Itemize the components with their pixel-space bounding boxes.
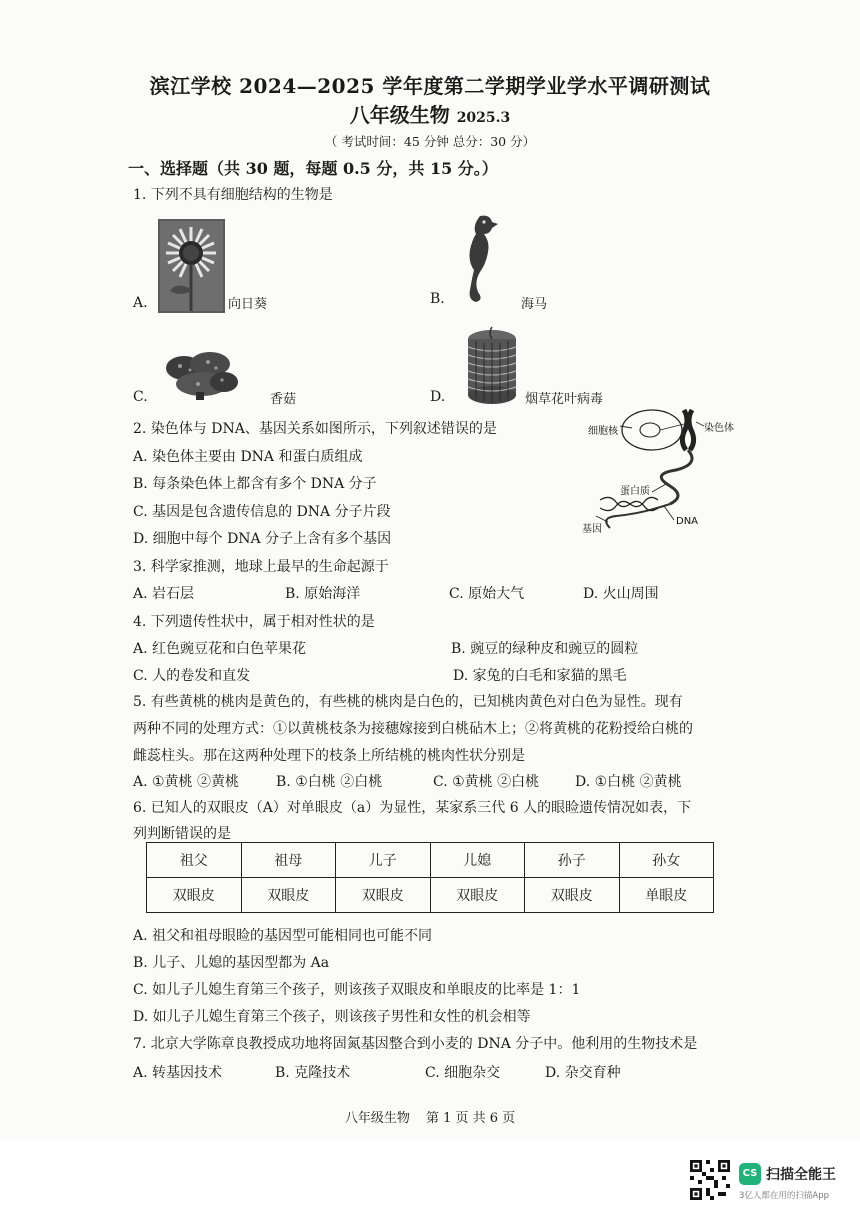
q5-option-b: B. ①白桃 ②白桃 (276, 774, 383, 790)
question-6-line-1: 6. 已知人的双眼皮（A）对单眼皮（a）为显性，某家系三代 6 人的眼睑遗传情况如表，下 (133, 800, 692, 816)
question-4-stem: 4. 下列遗传性状中，属于相对性状的是 (133, 614, 375, 630)
q6-option-c: C. 如儿子儿媳生育第三个孩子，则该孩子双眼皮和单眼皮的比率是 1：1 (133, 982, 581, 998)
question-5-line-2: 两种不同的处理方式：①以黄桃枝条为接穗嫁接到白桃砧木上；②将黄桃的花粉授给白桃的 (133, 721, 693, 737)
table-cell: 双眼皮 (336, 878, 431, 913)
q2-option-c: C. 基因是包含遗传信息的 DNA 分子片段 (133, 504, 391, 520)
tobacco-mosaic-virus-image (462, 325, 522, 405)
question-1-stem: 1. 下列不具有细胞结构的生物是 (133, 187, 333, 203)
camscanner-logo-icon: CS (739, 1163, 761, 1185)
q2-option-a: A. 染色体主要由 DNA 和蛋白质组成 (133, 449, 363, 465)
q3-option-b: B. 原始海洋 (285, 586, 361, 602)
qr-code-icon (690, 1160, 730, 1200)
q6-option-a: A. 祖父和祖母眼睑的基因型可能相同也可能不同 (133, 928, 433, 944)
scanner-app-name: 扫描全能王 (766, 1167, 836, 1183)
q3-option-c: C. 原始大气 (449, 586, 525, 602)
table-cell: 双眼皮 (525, 878, 620, 913)
subject-title: 八年级生物 (349, 103, 450, 127)
section-heading: 一、选择题（共 30 题，每题 0.5 分，共 15 分。） (128, 159, 498, 178)
q4-option-d: D. 家兔的白毛和家猫的黑毛 (453, 668, 627, 684)
question-2-stem: 2. 染色体与 DNA、基因关系如图所示，下列叙述错误的是 (133, 421, 497, 437)
table-header-cell: 孙子 (525, 843, 620, 878)
q7-option-c: C. 细胞杂交 (425, 1065, 501, 1081)
table-header-cell: 祖父 (147, 843, 242, 878)
q1-option-b-label: 海马 (521, 297, 548, 312)
exam-meta: （ 考试时间：45 分钟 总分：30 分） (324, 134, 536, 149)
mushroom-image (162, 348, 240, 400)
question-6-line-2: 列判断错误的是 (133, 826, 231, 842)
q4-option-a: A. 红色豌豆花和白色苹果花 (133, 641, 307, 657)
table-header-cell: 孙女 (619, 843, 714, 878)
q5-option-d: D. ①白桃 ②黄桃 (575, 774, 682, 790)
table-header-cell: 儿媳 (430, 843, 525, 878)
q1-option-a-letter: A. (133, 295, 148, 311)
label-nucleus: 细胞核 (588, 426, 618, 437)
q1-option-d-letter: D. (430, 389, 446, 405)
page-footer (0, 1107, 860, 1126)
q7-option-a: A. 转基因技术 (133, 1065, 223, 1081)
table-cell: 双眼皮 (430, 878, 525, 913)
question-5-line-3: 雌蕊柱头。那在这两种处理下的枝条上所结桃的桃肉性状分别是 (133, 748, 525, 764)
q5-option-a: A. ①黄桃 ②黄桃 (133, 774, 240, 790)
q1-option-c-label: 香菇 (270, 392, 297, 407)
q4-option-c: C. 人的卷发和直发 (133, 668, 251, 684)
exam-subtitle (0, 99, 860, 128)
seahorse-image (460, 212, 498, 304)
table-header-cell: 祖母 (241, 843, 336, 878)
exam-title: 滨江学校 2024—2025 学年度第二学期学业学水平调研测试 (149, 74, 711, 98)
label-dna: DNA (676, 516, 699, 527)
q5-option-c: C. ①黄桃 ②白桃 (433, 774, 540, 790)
scanner-tagline: 3亿人都在用的扫描App (739, 1191, 830, 1201)
table-row (147, 878, 714, 913)
q1-option-b-letter: B. (430, 291, 445, 307)
q2-option-b: B. 每条染色体上都含有多个 DNA 分子 (133, 476, 377, 492)
q4-option-b: B. 豌豆的绿种皮和豌豆的圆粒 (451, 641, 639, 657)
eyelid-inheritance-table (146, 842, 714, 913)
q3-option-d: D. 火山周围 (583, 586, 659, 602)
table-cell: 双眼皮 (241, 878, 336, 913)
question-5-line-1: 5. 有些黄桃的桃肉是黄色的，有些桃的桃肉是白色的，已知桃肉黄色对白色为显性。现有 (133, 694, 683, 710)
q3-option-a: A. 岩石层 (133, 586, 195, 602)
footer-subject: 八年级生物 (344, 1111, 410, 1126)
q1-option-c-letter: C. (133, 389, 148, 405)
q7-option-d: D. 杂交育种 (545, 1065, 621, 1081)
chromosome-diagram (580, 404, 760, 540)
q1-option-d-label: 烟草花叶病毒 (525, 392, 604, 407)
q2-option-d: D. 细胞中每个 DNA 分子上含有多个基因 (133, 531, 392, 547)
label-chromosome: 染色体 (704, 423, 734, 434)
q6-option-b: B. 儿子、儿媳的基因型都为 Aa (133, 955, 330, 971)
table-header-row (147, 843, 714, 878)
label-gene: 基因 (582, 524, 602, 535)
q6-option-d: D. 如儿子儿媳生育第三个孩子，则该孩子男性和女性的机会相等 (133, 1009, 531, 1025)
table-header-cell: 儿子 (336, 843, 431, 878)
question-7-stem: 7. 北京大学陈章良教授成功地将固氮基因整合到小麦的 DNA 分子中。他利用的生物技术是 (133, 1036, 698, 1052)
footer-page-number: 第 1 页 共 6 页 (425, 1111, 516, 1126)
table-cell: 双眼皮 (147, 878, 242, 913)
table-cell: 单眼皮 (619, 878, 714, 913)
sunflower-image (158, 219, 225, 313)
label-protein: 蛋白质 (620, 486, 650, 497)
q7-option-b: B. 克隆技术 (275, 1065, 351, 1081)
question-3-stem: 3. 科学家推测，地球上最早的生命起源于 (133, 559, 389, 575)
exam-date: 2025.3 (456, 110, 511, 126)
q1-option-a-label: 向日葵 (228, 297, 268, 312)
